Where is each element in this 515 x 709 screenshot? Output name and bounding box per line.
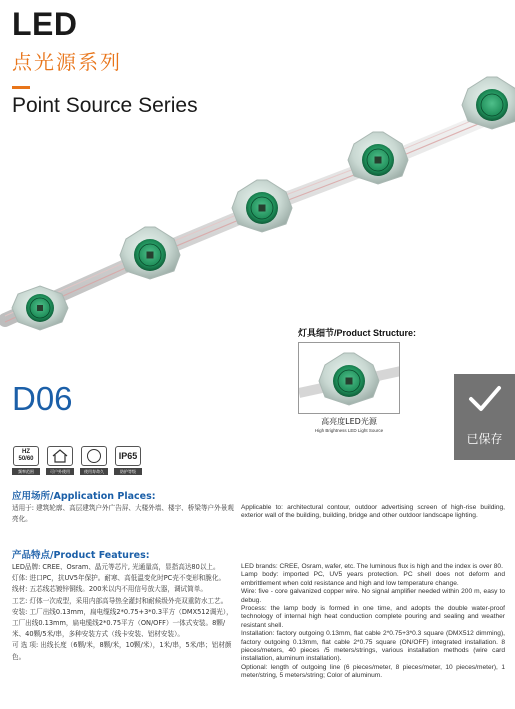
title-chinese: 点光源系列 [12, 50, 122, 74]
title-led: LED [12, 6, 78, 42]
led-node-1 [12, 286, 68, 330]
feature-en-wire: Wire: five - core galvanized copper wire. No signal amplifier needed within 200 m, easy to debug. [241, 588, 505, 604]
feature-cn-process: 工艺: 灯体一次成型，采用内部高导热全灌封和耐候级外壳双重防水工艺。 [12, 596, 228, 605]
ip-rating-icon: IP65 防护等级 [114, 446, 142, 475]
feature-cn-install: 安装: 工厂出线0.13mm，扁电缆线2*0.75+3*0.3平方（DMX512调光），工厂出线0.13mm，扁电缆线2*0.75平方（ON/OFF）一体式安装。8颗/米、40颗/5米/串，多种安装方式（线卡安装、铝材安装）。 [12, 607, 233, 639]
feature-cn-optional: 可 选 项: 出线长度（6颗/米，8颗/米，10颗/米），1米/串，5米/串；铝材颜色。 [12, 641, 232, 661]
saved-indicator[interactable] [454, 374, 515, 460]
applications-en: Applicable to: architectural contour, outdoor advertising screen of high-rise building, exterior wall of the building, building, bridge and other outdoor landscape lighting. [241, 504, 505, 520]
indoor-use-icon: 可户外使用 [46, 446, 74, 475]
product-hero-image [0, 60, 515, 340]
features-cn [12, 562, 234, 663]
led-node-3 [232, 180, 292, 232]
spec-icons-row [12, 446, 142, 475]
frequency-icon: HZ 50/60 频率范围 [12, 446, 40, 475]
feature-en-install: Installation: factory outgoing 0.13mm, flat cable 2*0.75+3*0.3 square (DMX512 dimming), factory outgoing 0.13mm, flat cable 2*0.75 square (ON/OFF) integrated installation. 8 pieces/meters, 40 pieces /5 meters/strings, various installation methods (wire card installation, aluminum installation). [241, 630, 505, 663]
applications-heading: 应用场所/Application Places: [12, 491, 156, 502]
title-english: Point Source Series [12, 94, 198, 117]
feature-en-optional: Optional: length of outgoing line (6 pieces/meter, 8 pieces/meter, 10 pieces/meter), 1 meter/string, 5 meters/string; Color of aluminum. [241, 663, 505, 680]
feature-cn-body: 灯体: 进口PC，抗UV5年保护。耐寒、高低温变化时PC壳不变形和脆化。 [12, 574, 226, 583]
lifespan-icon: 使用寿命久 [80, 446, 108, 475]
features-heading: 产品特点/Product Features: [12, 550, 150, 561]
structure-caption-cn: 高亮度LED光源 [321, 417, 377, 426]
check-icon [468, 384, 502, 414]
model-number: D06 [12, 380, 73, 417]
feature-cn-wire: 线材: 五芯线芯镀锌铜线。200米以内不用信号放大器，调试简单。 [12, 585, 207, 594]
feature-en-body: Lamp body: imported PC, UV5 years protection. PC shell does not deform and embrittlement when cold resistance and high and low temperature change. [241, 571, 505, 587]
applications-cn: 适用于: 建筑轮廓、高层建筑户外广告屏、大楼外墙、楼宇、桥梁等户外景观亮化。 [12, 504, 234, 524]
feature-cn-led: LED品牌: CREE、Osram、晶元等芯片, 光通量高，显指高达80以上。 [12, 563, 220, 571]
structure-heading: 灯具细节/Product Structure: [298, 328, 417, 338]
led-node-2 [120, 227, 180, 279]
features-en [241, 563, 505, 681]
led-node-5 [462, 77, 515, 129]
structure-detail-image [298, 342, 400, 414]
feature-en-process: Process: the lamp body is formed in one time, and adopts the double water-proof technology of internal high heat conduction complete pouring and sealing and weather resistant shell. [241, 605, 505, 629]
feature-en-led: LED brands: CREE, Osram, wafer, etc. The luminous flux is high and the index is over 80. [241, 563, 503, 570]
saved-label: 已保存 [466, 432, 503, 446]
structure-caption-en: High Brightness LED Light Source [314, 428, 384, 433]
led-node-4 [348, 132, 408, 184]
